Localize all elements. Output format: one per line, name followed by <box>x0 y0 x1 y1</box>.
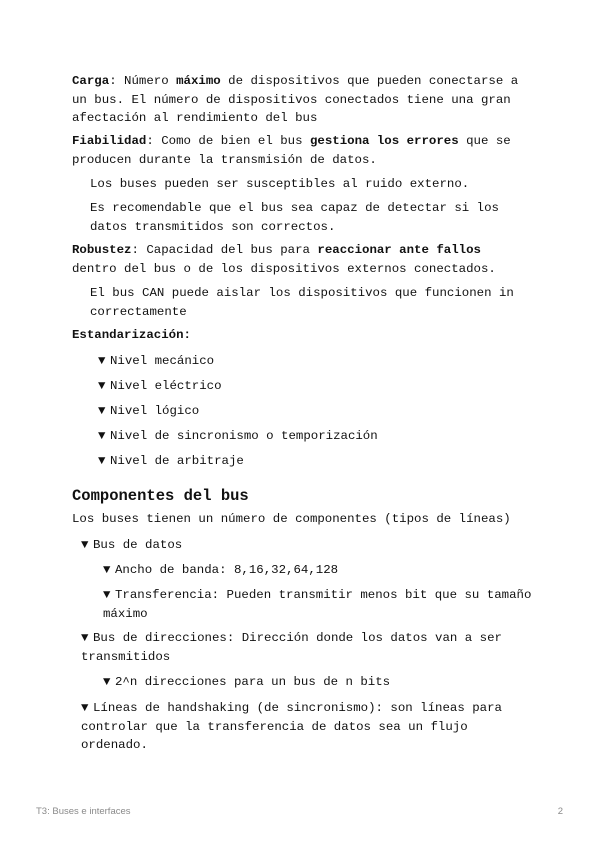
triangle-down-icon: ▼ <box>103 563 111 577</box>
triangle-down-icon: ▼ <box>103 588 111 602</box>
triangle-down-icon: ▼ <box>81 701 89 715</box>
term-estandarizacion: Estandarización: <box>72 328 191 342</box>
robustez-note: El bus CAN puede aislar los dispositivos que funcionen in correctamente <box>90 286 514 319</box>
carga-text-2: de dispositivos que pueden conectarse a un bus. El número de dispositivos conectados tiene una gran afectación al rendimiento del bus <box>72 74 519 125</box>
list-item <box>103 673 523 692</box>
list-item-label: Nivel de sincronismo o temporización <box>110 429 378 443</box>
list-item-label: Bus de datos <box>93 538 183 552</box>
carga-text-1: : Número <box>109 74 177 88</box>
list-item-label: 2^n direcciones para un bus de n bits <box>115 675 391 689</box>
robustez-text-1: : Capacidad del bus para <box>131 243 318 257</box>
list-item <box>98 452 518 471</box>
list-item <box>81 629 511 666</box>
triangle-down-icon: ▼ <box>81 631 89 645</box>
fiabilidad-text-2: que se producen durante la transmisión de datos. <box>72 134 511 167</box>
list-item-label: Nivel de arbitraje <box>110 454 244 468</box>
page-number: 2 <box>557 806 563 817</box>
term-robustez: Robustez <box>72 243 132 257</box>
fiabilidad-text-1: : Como de bien el bus <box>146 134 310 148</box>
fiabilidad-note: Los buses pueden ser susceptibles al ruido externo. <box>90 177 470 191</box>
list-item <box>98 377 518 396</box>
list-item <box>98 427 518 446</box>
list-item-label: Ancho de banda: 8,16,32,64,128 <box>115 563 339 577</box>
list-item <box>81 536 521 555</box>
robustez-text-2: dentro del bus o de los dispositivos externos conectados. <box>72 261 496 276</box>
section-heading: Componentes del bus <box>72 487 249 505</box>
list-item <box>81 699 511 755</box>
triangle-down-icon: ▼ <box>103 675 111 689</box>
triangle-down-icon: ▼ <box>98 404 106 418</box>
paragraph-estandarizacion <box>72 326 522 345</box>
list-item-label: Líneas de handshaking (de sincronismo): son líneas para controlar que la transferencia de datos sea un flujo ordenado. <box>81 701 502 752</box>
robustez-bold: reaccionar ante fallos <box>317 243 481 257</box>
paragraph-carga <box>72 72 522 128</box>
carga-bold: máximo <box>176 74 221 88</box>
list-item <box>103 561 523 580</box>
fiabilidad-bold: gestiona los errores <box>309 134 459 148</box>
list-item <box>103 586 533 623</box>
footer-title: T3: Buses e interfaces <box>36 806 131 817</box>
fiabilidad-note: Es recomendable que el bus sea capaz de detectar si los datos transmitidos son correctos. <box>90 201 499 234</box>
list-item-label: Nivel eléctrico <box>110 379 222 393</box>
list-item-label: Nivel mecánico <box>110 354 215 368</box>
list-item-label: Bus de direcciones: Dirección donde los datos van a ser transmitidos <box>81 631 502 664</box>
paragraph-robustez <box>72 241 527 278</box>
triangle-down-icon: ▼ <box>98 429 106 443</box>
paragraph-fiabilidad <box>72 132 522 169</box>
triangle-down-icon: ▼ <box>98 454 106 468</box>
list-item-label: Nivel lógico <box>110 404 200 418</box>
list-item <box>98 352 518 371</box>
list-item <box>98 402 518 421</box>
term-fiabilidad: Fiabilidad <box>72 134 147 148</box>
componentes-intro: Los buses tienen un número de componentes (tipos de líneas) <box>72 512 511 526</box>
term-carga: Carga <box>72 74 110 88</box>
triangle-down-icon: ▼ <box>98 354 106 368</box>
triangle-down-icon: ▼ <box>81 538 89 552</box>
triangle-down-icon: ▼ <box>98 379 106 393</box>
list-item-label: Transferencia: Pueden transmitir menos bit que su tamaño máximo <box>103 588 532 621</box>
